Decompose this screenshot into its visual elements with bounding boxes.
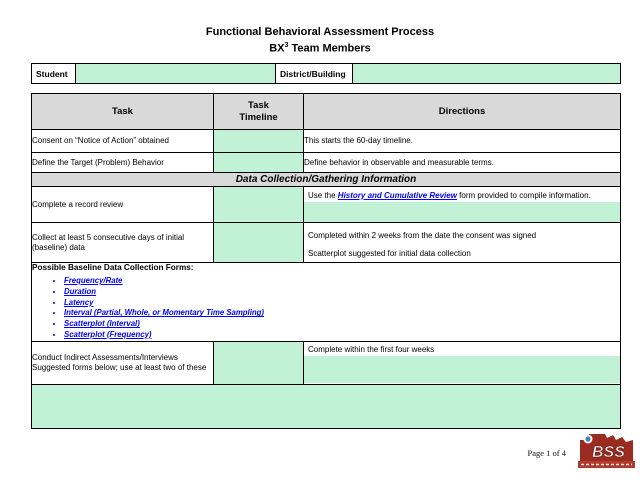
notes-entry-field[interactable] bbox=[32, 384, 621, 428]
forms-list-item bbox=[64, 330, 620, 341]
title-team-members: Team Members bbox=[288, 42, 371, 55]
row-baseline-forms bbox=[32, 263, 621, 342]
title-line-1: Functional Behavioral Assessment Process bbox=[205, 26, 435, 38]
row-define-behavior bbox=[32, 153, 621, 173]
collect-baseline-directions-line1: Completed within 2 weeks from the date the consent was signed bbox=[308, 231, 537, 240]
consent-timeline-field[interactable] bbox=[214, 130, 304, 153]
consent-task-text: Consent on “Notice of Action” obtained bbox=[32, 130, 214, 153]
forms-list-item bbox=[64, 319, 620, 330]
define-task-text: Define the Target (Problem) Behavior bbox=[32, 153, 214, 173]
indirect-entry-field[interactable] bbox=[304, 356, 620, 383]
column-header-task-timeline: Task Timeline bbox=[214, 94, 304, 130]
scatterplot-frequency-link[interactable]: Scatterplot (Frequency) bbox=[64, 329, 152, 339]
latency-link[interactable]: Latency bbox=[64, 297, 94, 307]
logo-letters: BSS bbox=[592, 444, 625, 461]
document-title bbox=[0, 26, 640, 56]
bss-logo bbox=[578, 431, 635, 469]
forms-list-item bbox=[64, 298, 620, 309]
indirect-task-text: Conduct Indirect Assessments/Interviews Suggested forms below; use at least two of these bbox=[32, 341, 214, 384]
forms-list-item bbox=[64, 276, 620, 287]
forms-list-item bbox=[64, 308, 620, 319]
record-review-entry-field[interactable] bbox=[304, 202, 620, 222]
forms-list-item bbox=[64, 287, 620, 298]
row-consent bbox=[32, 130, 621, 153]
collect-baseline-timeline-field[interactable] bbox=[214, 223, 304, 263]
define-timeline-field[interactable] bbox=[214, 153, 304, 173]
record-review-task-text: Complete a record review bbox=[32, 187, 214, 223]
table-header-row bbox=[32, 94, 621, 130]
district-building-label: District/Building bbox=[276, 64, 353, 84]
page-number: Page 1 of 4 bbox=[527, 448, 566, 458]
scatterplot-interval-link[interactable]: Scatterplot (Interval) bbox=[64, 319, 140, 329]
collect-baseline-directions-cell bbox=[304, 223, 621, 263]
record-review-timeline-field[interactable] bbox=[214, 187, 304, 223]
row-collect-baseline bbox=[32, 223, 621, 263]
student-info-row bbox=[32, 64, 621, 84]
row-notes bbox=[32, 384, 621, 428]
define-directions-text: Define behavior in observable and measurable terms. bbox=[304, 153, 621, 173]
title-bx: BX bbox=[269, 42, 285, 55]
interval-link[interactable]: Interval (Partial, Whole, or Momentary Time Sampling) bbox=[64, 308, 265, 318]
baseline-forms-list bbox=[32, 276, 620, 341]
student-label: Student bbox=[32, 64, 76, 84]
student-info-table bbox=[31, 63, 621, 84]
indirect-directions-text: Complete within the first four weeks bbox=[308, 345, 435, 355]
row-section-header bbox=[32, 173, 621, 187]
baseline-forms-cell bbox=[32, 263, 621, 342]
student-value-field[interactable] bbox=[76, 64, 276, 84]
district-building-value-field[interactable] bbox=[353, 64, 621, 84]
title-superscript: 3 bbox=[284, 42, 289, 49]
column-header-directions: Directions bbox=[304, 94, 621, 130]
duration-link[interactable]: Duration bbox=[64, 286, 97, 296]
bss-logo-graphic bbox=[578, 431, 635, 469]
logo-circle-inner bbox=[585, 436, 590, 441]
row-record-review bbox=[32, 187, 621, 223]
title-line-2 bbox=[0, 39, 640, 56]
history-cumulative-review-link[interactable]: History and Cumulative Review bbox=[337, 190, 457, 200]
column-header-task: Task bbox=[32, 94, 214, 130]
indirect-directions-cell bbox=[304, 341, 621, 384]
consent-directions-text: This starts the 60-day timeline. bbox=[304, 130, 621, 153]
record-review-directions-text: Use the History and Cumulative Review form provided to compile information. bbox=[308, 190, 591, 200]
collect-baseline-task-text: Collect at least 5 consecutive days of initial (baseline) data bbox=[32, 223, 214, 263]
row-indirect-assessments bbox=[32, 341, 621, 384]
section-header-data-collection: Data Collection/Gathering Information bbox=[32, 173, 621, 187]
fba-process-table bbox=[31, 93, 621, 429]
indirect-timeline-field[interactable] bbox=[214, 341, 304, 384]
record-review-directions-cell bbox=[304, 187, 621, 223]
baseline-forms-header: Possible Baseline Data Collection Forms: bbox=[32, 263, 194, 272]
collect-baseline-directions-line2: Scatterplot suggested for initial data collection bbox=[308, 249, 471, 258]
frequency-rate-link[interactable]: Frequency/Rate bbox=[64, 276, 123, 285]
